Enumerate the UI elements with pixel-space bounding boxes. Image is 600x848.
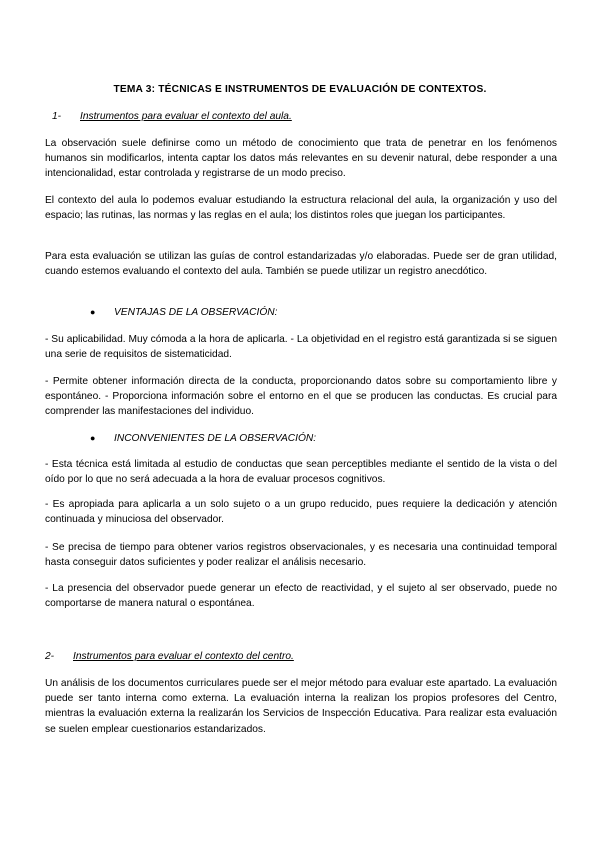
- disadvantages-title: INCONVENIENTES DE LA OBSERVACIÓN:: [114, 433, 317, 444]
- section-2-title: Instrumentos para evaluar el contexto del centro.: [73, 651, 294, 662]
- disadvantage-item: - Se precisa de tiempo para obtener varios registros observacionales, y es necesaria una continuidad temporal hasta conseguir datos suficientes y poder realizar el análisis necesario.: [45, 542, 557, 569]
- advantages-title: VENTAJAS DE LA OBSERVACIÓN:: [114, 307, 278, 318]
- bullet-icon: ●: [90, 433, 96, 443]
- advantages-heading: [90, 307, 277, 318]
- paragraph-observation-definition: La observación suele definirse como un método de conocimiento que trata de penetrar en los fenómenos humanos sin modificarlos, intenta captar los datos más relevantes en su devenir natural, debe responder a una intencionalidad, estar controlada y registrarse de un modo preciso.: [45, 138, 557, 180]
- disadvantages-heading: [90, 433, 316, 444]
- section-1-number: 1-: [52, 111, 62, 122]
- section-2-number: 2-: [45, 651, 55, 662]
- section-1-title: Instrumentos para evaluar el contexto del aula.: [80, 111, 292, 122]
- advantage-item: - Permite obtener información directa de la conducta, proporcionando datos sobre su comportamiento libre y espontáneo. - Proporciona información sobre el entorno en el que se producen las conductas. Es crucial para comprender las manifestaciones del individuo.: [45, 376, 557, 418]
- page-title: TEMA 3: TÉCNICAS E INSTRUMENTOS DE EVALUACIÓN DE CONTEXTOS.: [113, 84, 487, 95]
- section-2-heading: [45, 651, 294, 662]
- paragraph-centre-context: Un análisis de los documentos curriculares puede ser el mejor método para evaluar este apartado. La evaluación puede ser tanto interna como externa. La evaluación interna la realizan los propios profesores del Centro, mientras la evaluación externa la realizarán los Servicios de Inspección Educativa. Para realizar esta evaluación se suelen emplear cuestionarios estandarizados.: [45, 678, 557, 735]
- section-1-heading: [52, 111, 292, 122]
- bullet-icon: ●: [90, 307, 96, 317]
- paragraph-evaluation-tools: Para esta evaluación se utilizan las guías de control estandarizadas y/o elaboradas. Puede ser de gran utilidad, cuando estemos evaluando el contexto del aula. También se puede utilizar un registro anecdótico.: [45, 251, 557, 278]
- disadvantage-item: - Es apropiada para aplicarla a un solo sujeto o a un grupo reducido, pues requiere la dedicación y atención continuada y minuciosa del observador.: [45, 499, 557, 526]
- disadvantage-item: - La presencia del observador puede generar un efecto de reactividad, y el sujeto al ser observado, puede no comportarse de manera natural o espontánea.: [45, 583, 557, 610]
- disadvantage-item: - Esta técnica está limitada al estudio de conductas que sean perceptibles mediante el sentido de la vista o del oído por lo que no será adecuada a la hora de evaluar procesos cognitivos.: [45, 459, 557, 486]
- paragraph-classroom-context: El contexto del aula lo podemos evaluar estudiando la estructura relacional del aula, la organización y uso del espacio; las rutinas, las normas y las reglas en el aula; los distintos roles que juegan los participantes.: [45, 195, 557, 222]
- advantage-item: - Su aplicabilidad. Muy cómoda a la hora de aplicarla. - La objetividad en el registro está garantizada si se siguen una serie de requisitos de sistematicidad.: [45, 334, 557, 361]
